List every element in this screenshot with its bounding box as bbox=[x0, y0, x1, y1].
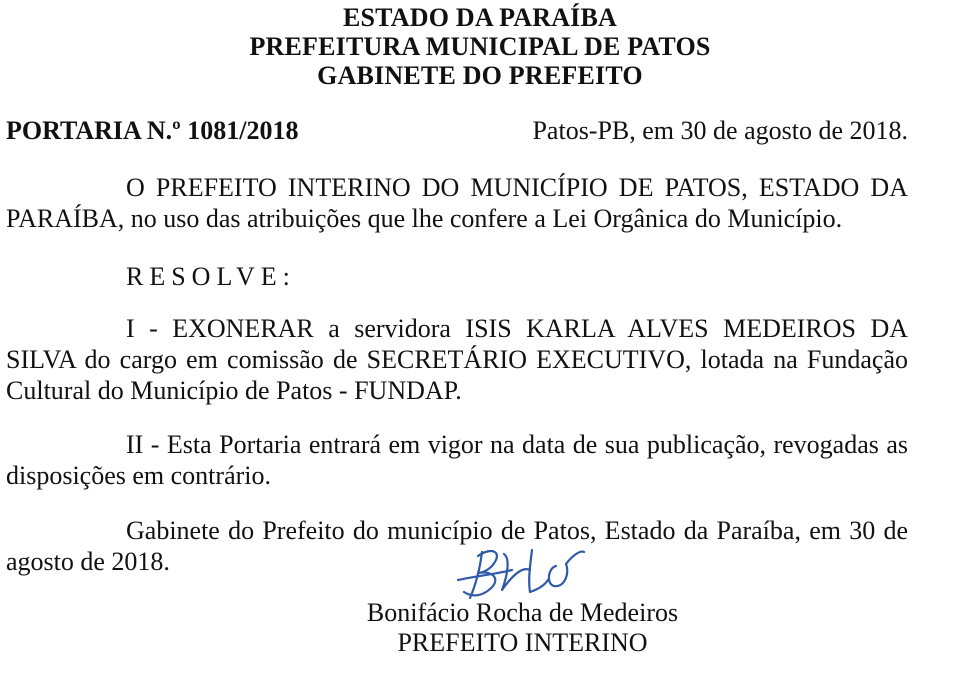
paragraph-line: O PREFEITO INTERINO DO MUNICÍPIO DE PATOS, ESTADO DA bbox=[126, 173, 908, 202]
signer-title: PREFEITO INTERINO bbox=[397, 628, 648, 657]
paragraph-line: agosto de 2018. bbox=[6, 547, 170, 576]
signer-name: Bonifácio Rocha de Medeiros bbox=[366, 598, 679, 627]
signature-stroke bbox=[549, 552, 584, 587]
paragraph-line: Cultural do Município de Patos - FUNDAP. bbox=[6, 376, 462, 405]
paragraph-line: SILVA do cargo em comissão de SECRETÁRIO EXECUTIVO, lotada na Fundação bbox=[6, 345, 908, 374]
paragraph-article-1 bbox=[6, 313, 908, 406]
portaria-number: PORTARIA N.º 1081/2018 bbox=[6, 116, 299, 145]
header-office: GABINETE DO PREFEITO bbox=[317, 61, 643, 90]
paragraph-line: Gabinete do Prefeito do município de Patos, Estado da Paraíba, em 30 de bbox=[126, 516, 908, 545]
document-date: Patos-PB, em 30 de agosto de 2018. bbox=[532, 116, 908, 145]
paragraph-article-2 bbox=[6, 429, 908, 491]
paragraph-preamble bbox=[6, 172, 908, 234]
header-prefecture: PREFEITURA MUNICIPAL DE PATOS bbox=[249, 32, 711, 61]
paragraph-line: I - EXONERAR a servidora ISIS KARLA ALVES MEDEIROS DA bbox=[126, 314, 908, 343]
signature-stroke bbox=[502, 554, 530, 590]
paragraph-line: disposições em contrário. bbox=[6, 461, 271, 490]
signature-stroke bbox=[529, 550, 548, 592]
resolve-heading: RESOLVE: bbox=[126, 262, 296, 291]
header-state: ESTADO DA PARAÍBA bbox=[342, 3, 618, 32]
paragraph-line: PARAÍBA, no uso das atribuições que lhe confere a Lei Orgânica do Município. bbox=[6, 204, 843, 233]
paragraph-line: II - Esta Portaria entrará em vigor na data de sua publicação, revogadas as bbox=[126, 430, 908, 459]
